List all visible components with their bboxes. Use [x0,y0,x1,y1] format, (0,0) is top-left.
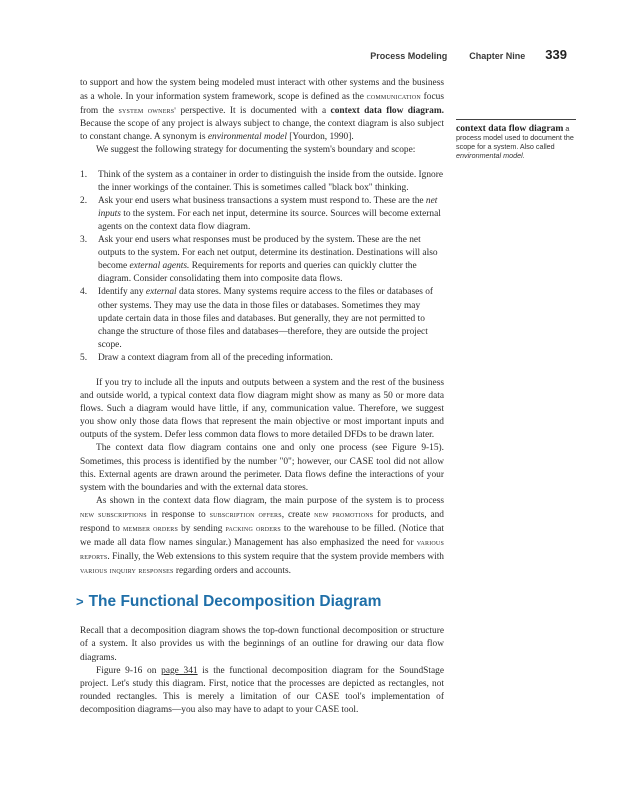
body-paragraph: The context data flow diagram contains one and only one process (see Figure 9-15). Sometimes, this process is identified by the number "0"; however, our CASE tool did not allow this. External agents are drawn around the perimeter. Data flows define the interactions of your system with the boundaries and with the external data stores. [80,443,444,493]
list-item-number: 5. [80,352,88,363]
list-item-text: Think of the system as a container in order to distinguish the inside from the outside. Ignore the inner workings of the container. This is sometimes called "black box" thinking. [98,169,443,193]
list-item [80,286,444,351]
list-item-text: to the system. For each net input, determine its source. Sources will become external agents on the context data flow diagram. [98,208,441,232]
main-column [76,77,445,717]
list-item-text: Identify any [98,287,146,298]
list-item-text: Draw a context diagram from all of the preceding information. [98,352,333,363]
text-run: focus from the [80,92,444,117]
page-number: 339 [545,47,567,62]
text-run: perspective. It is documented with a [176,106,331,117]
list-item-text: data stores. Many systems require access to the files or databases of other systems. They may use the data in those files or databases. Sometimes they may update certain data in those files and databases. But generally, they are not permitted to change the structure of those files and databases—therefore, they are outside the project scope. [98,287,434,350]
section-arrow-icon: > [76,594,84,610]
text-run: is the functional decomposition diagram for the SoundStage project. Let's study this diagram. First, notice that the processes are depicted as rectangles, not rounded rectangles. This is merely a limitation of our CASE tool's implementation of decomposition diagrams—you also may have to adapt to your CASE tool. [80,665,445,715]
section-heading-text: The Functional Decomposition Diagram [88,593,382,611]
smallcaps-term: member orders [122,523,178,533]
smallcaps-term: system owners' [118,105,177,116]
italic-term: external [145,287,177,298]
list-item-text: Ask your end users what responses must be produced by the system. These are the net outputs to the system. For each net output, determine its destination. Destinations will also become [98,235,438,272]
list-item [80,195,444,234]
text-run: . Finally, the Web extensions to this system require that the system provide members with [107,552,444,563]
text-run: by sending [178,524,226,534]
text-run: to support and how the system being modeled must interact with other systems and the business as a whole. In your information system framework, scope is defined as the [80,78,444,103]
list-item-number: 4. [80,287,88,298]
list-item-number: 3. [80,235,88,246]
body-paragraph [80,665,444,717]
smallcaps-term: new promotions [314,508,374,519]
smallcaps-term: various inquiry responses [80,565,174,576]
body-paragraph [80,495,444,579]
list-item-text: Ask your end users what business transactions a system must respond to. These are the [98,195,426,206]
body-paragraph: Recall that a decomposition diagram shows the top-down functional decomposition or structure of a system. It also provides us with the beginnings of an outline for drawing our data flow diagrams. [80,626,444,663]
text-run: , create [281,509,315,520]
smallcaps-term: new subscriptions [80,508,147,519]
bold-term: context data flow diagram. [330,106,444,117]
header-chapter: Chapter Nine [469,51,526,61]
running-header [370,47,567,63]
list-item-number: 1. [80,169,88,180]
margin-definition [456,119,576,160]
list-item-text: Requirements for reports and queries can quickly clutter the diagram. Consider consolidating them into composite data flows. [98,261,417,285]
text-run: Figure 9-16 on [96,665,162,676]
text-run: to the warehouse to be filled. (Notice that we made all data flow names singular.) Management has also emphasized the need for [80,524,444,549]
text-run: [Yourdon, 1990]. [286,132,354,143]
smallcaps-term: various reports [80,537,444,562]
strategy-steps-list [80,169,444,365]
list-item [80,352,444,365]
header-section-title: Process Modeling [370,51,448,61]
list-item-number: 2. [80,195,88,206]
text-run: As shown in the context data flow diagram, the main purpose of the system is to process [96,495,444,506]
text-run: for products, and respond to [80,509,444,534]
margin-rule [456,119,576,120]
page-link[interactable]: page 341 [161,665,198,676]
italic-term: environmental model [207,132,287,143]
text-run: in response to [146,509,210,520]
body-paragraph: If you try to include all the inputs and outputs between a system and the rest of the business and outside world, a typical context data flow diagram might show as many as 50 or more data flows. Such a diagram would have little, if any, communication value. Therefore, we suggest you show only those data flows that represent the main objective or most important inputs and outputs of the system. Defer less common data flows to more detailed DFDs to be drawn later. [80,377,444,441]
intro-paragraph [80,77,444,144]
italic-term: net inputs [98,195,438,219]
text-run: regarding orders and accounts. [173,566,291,577]
section-heading [76,592,444,612]
list-item [80,169,444,195]
margin-term: context data flow diagram [456,123,564,134]
margin-definition-text: a process model used to document the scope for a system. Also called [456,124,574,151]
strategy-intro-paragraph: We suggest the following strategy for documenting the system's boundary and scope: [96,145,416,156]
smallcaps-term: subscription offers [209,508,282,519]
smallcaps-term: communication [366,91,421,102]
text-run: Because the scope of any project is always subject to change, the context diagram is also subject to constant change. A synonym is [80,119,444,143]
italic-term: external agents. [129,261,190,272]
list-item [80,234,444,286]
margin-alias: environmental model. [456,150,525,160]
smallcaps-term: packing orders [225,523,281,533]
